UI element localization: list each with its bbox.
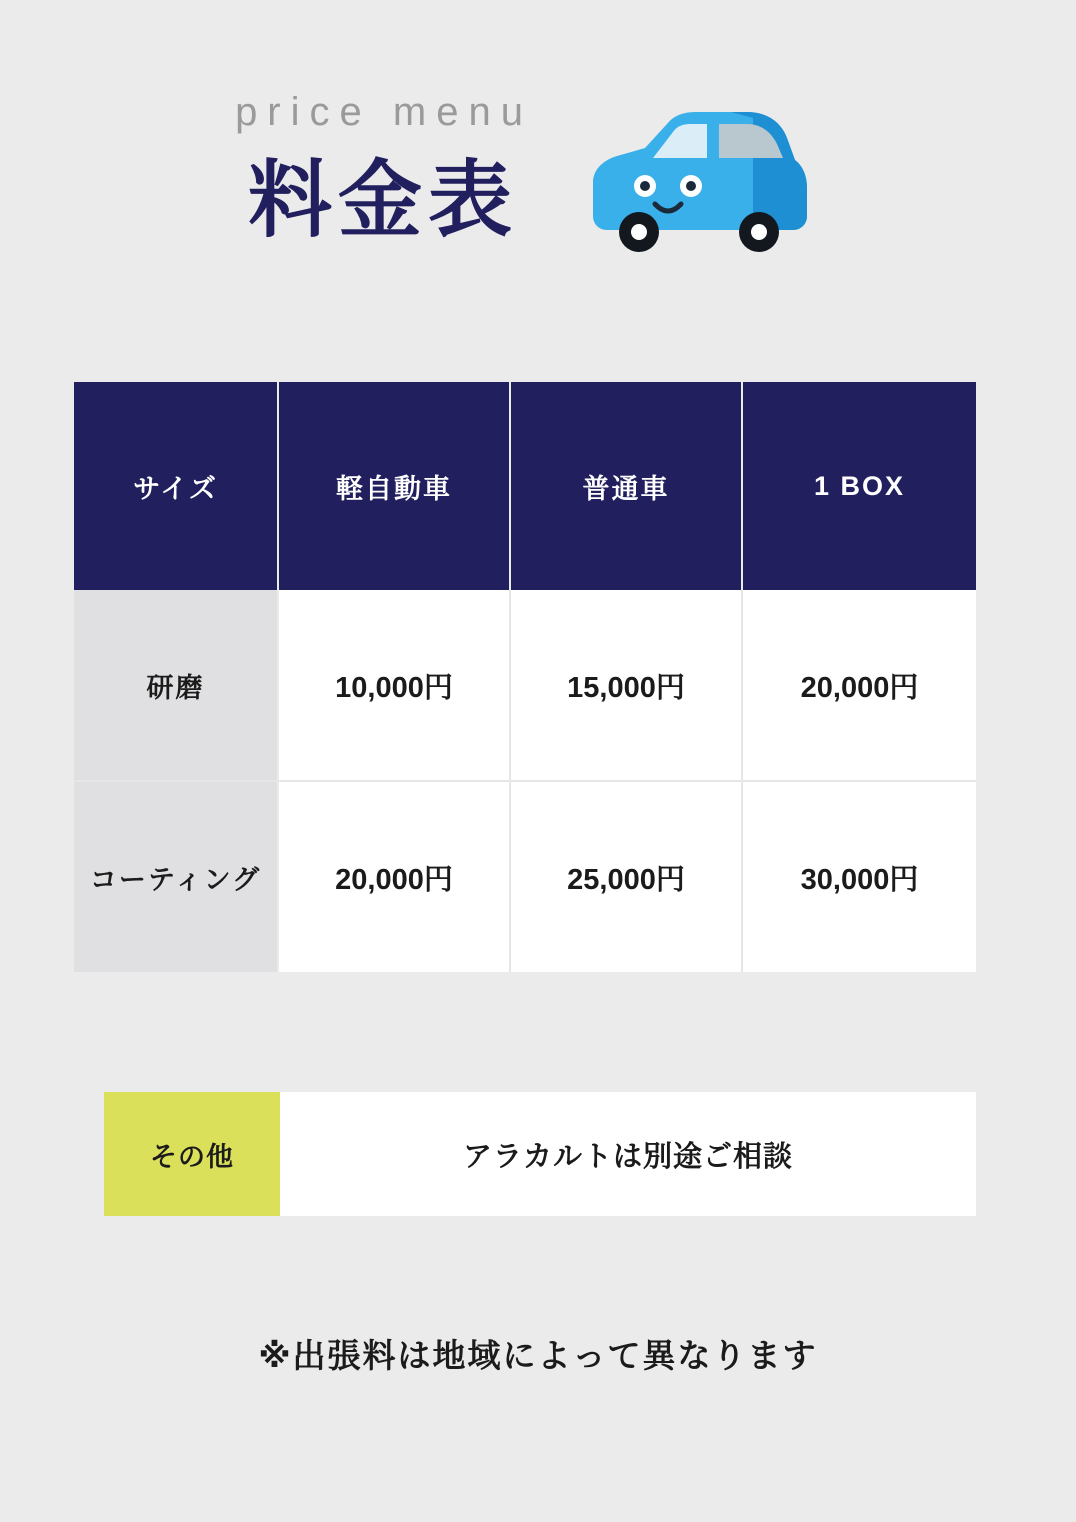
blue-car-illustration	[581, 108, 811, 258]
column-header-size: サイズ	[74, 382, 278, 590]
column-header-futsu: 普通車	[510, 382, 742, 590]
table-row	[74, 781, 976, 972]
other-row	[104, 1092, 976, 1216]
price-kenma-futsu: 15,000円	[510, 590, 742, 781]
price-kenma-1box: 20,000円	[742, 590, 976, 781]
price-coating-kei: 20,000円	[278, 781, 510, 972]
title-block	[225, 92, 533, 246]
footnote-text: ※出張料は地域によって異なります	[258, 1337, 818, 1374]
price-table	[74, 382, 976, 972]
price-coating-1box: 30,000円	[742, 781, 976, 972]
table-header-row	[74, 382, 976, 590]
page-title: 料金表	[247, 153, 518, 247]
price-coating-futsu: 25,000円	[510, 781, 742, 972]
table-row	[74, 590, 976, 781]
page-eyebrow: price menu	[235, 90, 533, 134]
page-header	[0, 0, 1076, 330]
price-table-header	[74, 382, 976, 590]
other-row-label: その他	[104, 1092, 280, 1216]
price-table-body	[74, 590, 976, 972]
row-label-coating: コーティング	[74, 781, 278, 972]
column-header-1box: 1 BOX	[742, 382, 976, 590]
price-kenma-kei: 10,000円	[278, 590, 510, 781]
row-label-kenma: 研磨	[74, 590, 278, 781]
header-inner	[0, 0, 1076, 258]
other-row-value: アラカルトは別途ご相談	[280, 1092, 976, 1216]
column-header-kei: 軽自動車	[278, 382, 510, 590]
